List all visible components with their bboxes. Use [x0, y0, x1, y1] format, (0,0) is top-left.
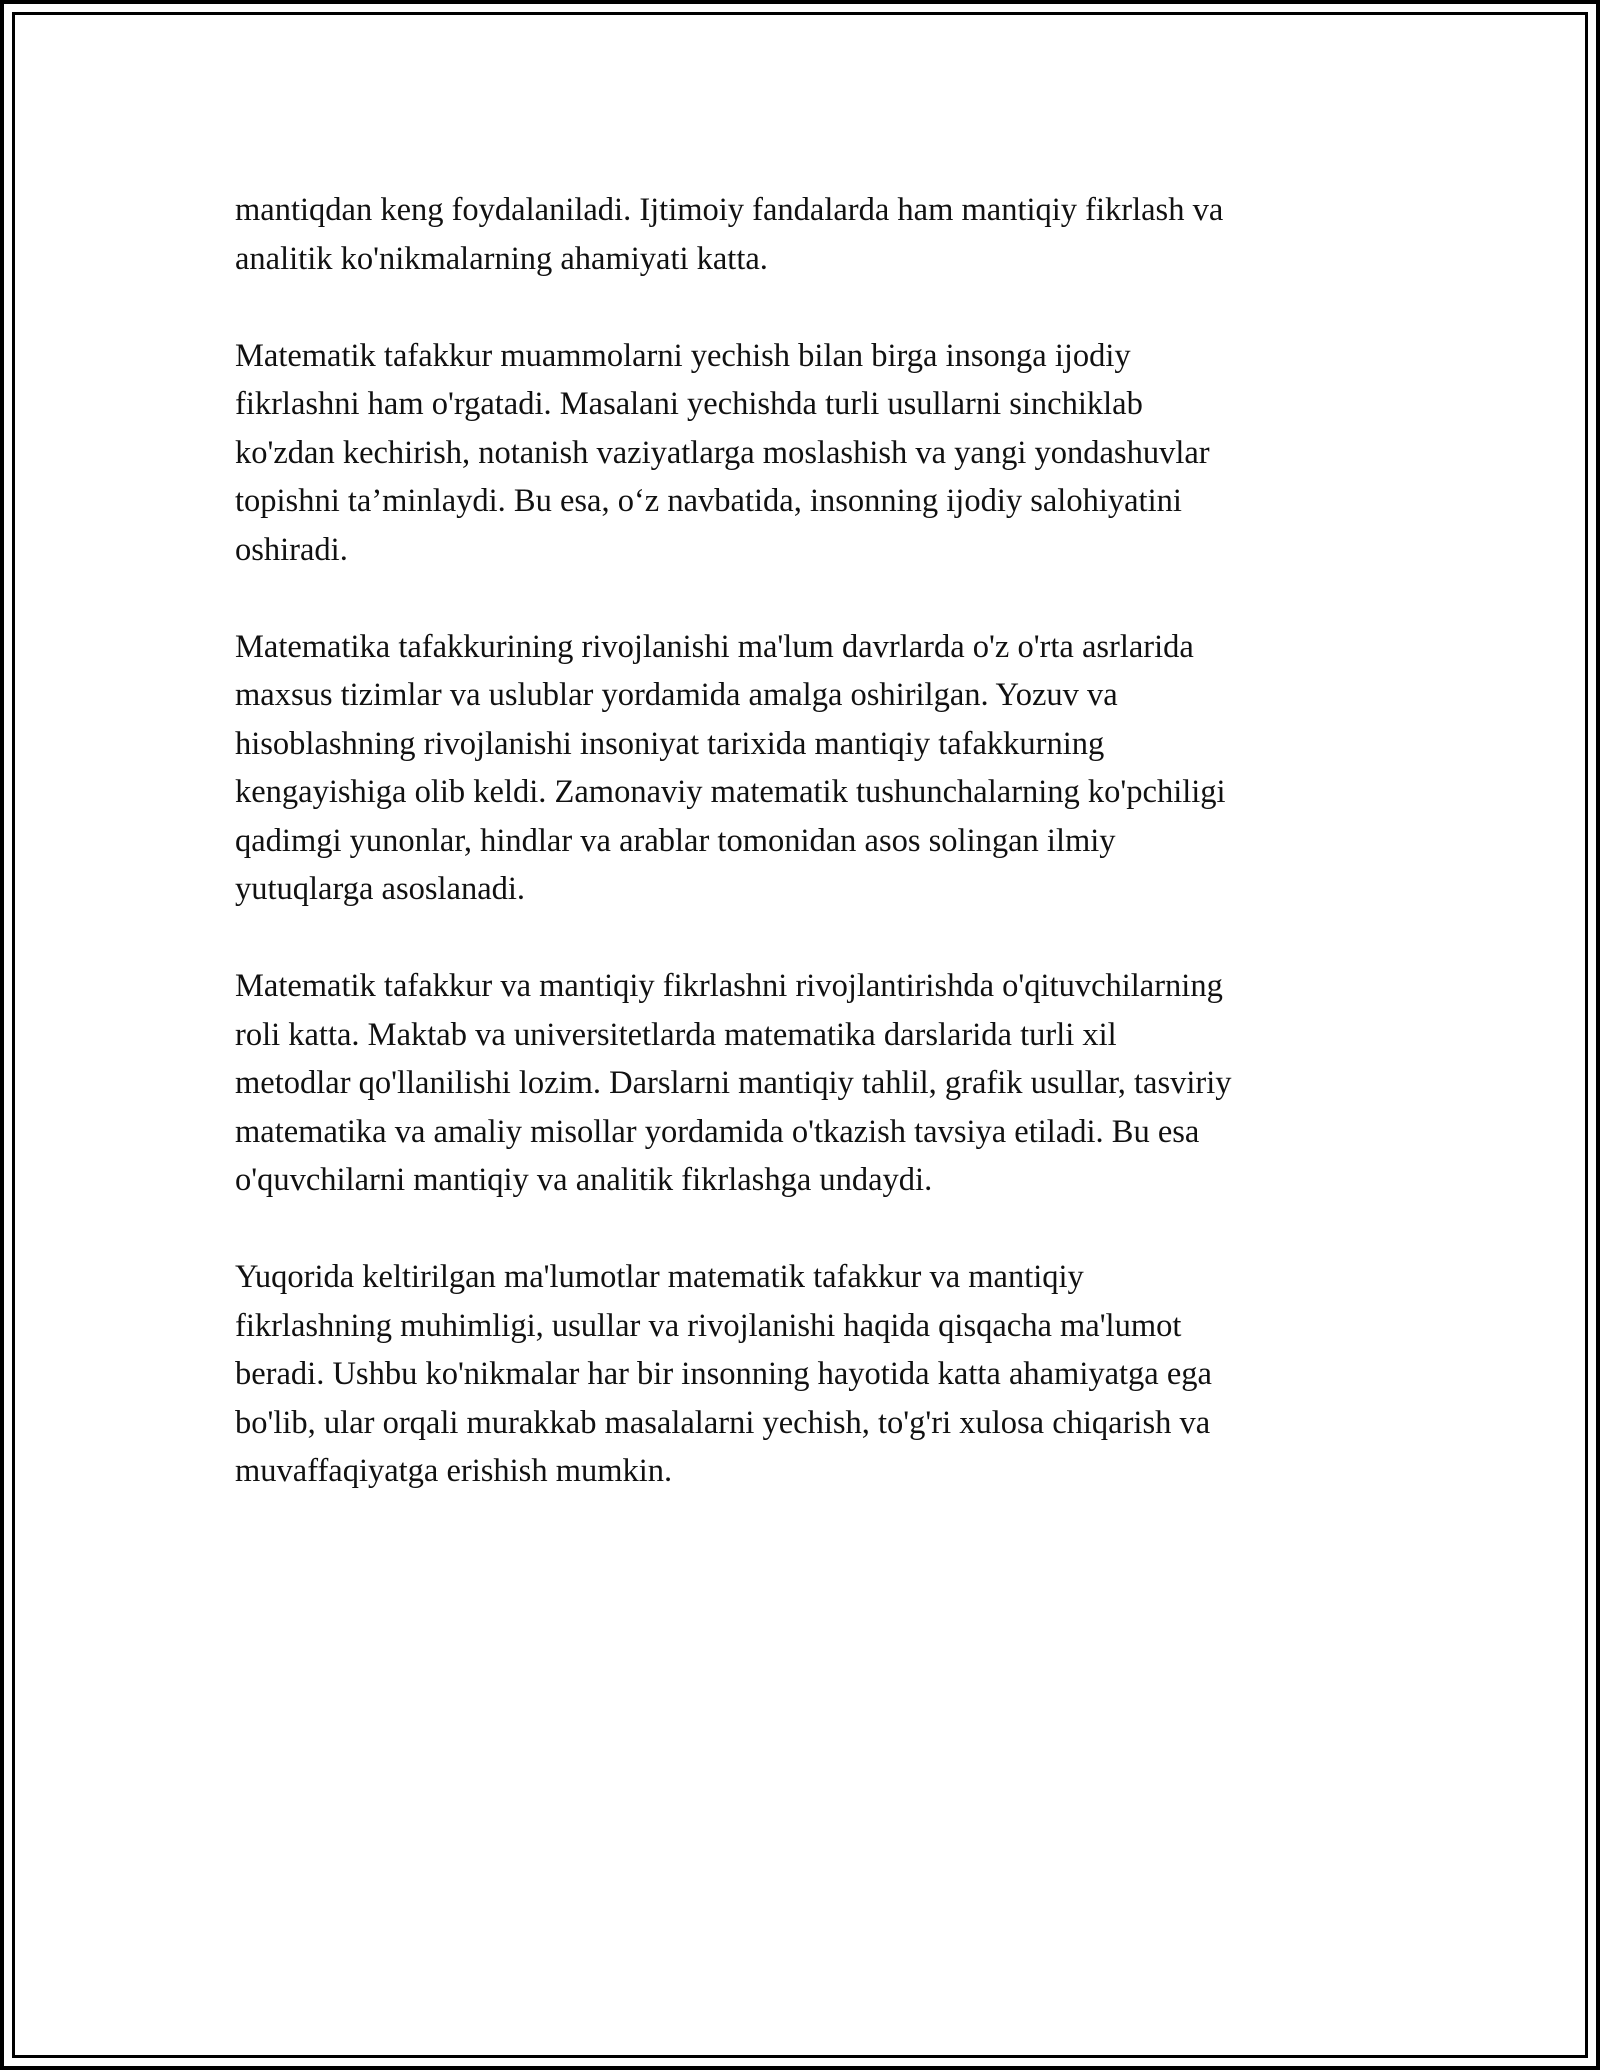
- text-line: bo'lib, ular orqali murakkab masalalarni yechish, to'g'ri xulosa chiqarish va: [235, 1404, 1211, 1441]
- paragraph-4: [235, 962, 1375, 1205]
- text-line: Yuqorida keltirilgan ma'lumotlar matematik tafakkur va mantiqiy: [235, 1259, 1084, 1295]
- text-line: matematika va amaliy misollar yordamida o'tkazish tavsiya etiladi. Bu esa: [235, 1113, 1200, 1150]
- text-line: yutuqlarga asoslanadi.: [235, 871, 526, 907]
- text-line: muvaffaqiyatga erishish mumkin.: [235, 1453, 673, 1489]
- paragraph-1: [235, 186, 1375, 283]
- text-line: qadimgi yunonlar, hindlar va arablar tomonidan asos solingan ilmiy: [235, 822, 1116, 859]
- text-line: beradi. Ushbu ko'nikmalar har bir insonning hayotida katta ahamiyatga ega: [235, 1356, 1212, 1392]
- text-line: o'quvchilarni mantiqiy va analitik fikrlashga undaydi.: [235, 1162, 933, 1198]
- text-line: roli katta. Maktab va universitetlarda matematika darslarida turli xil: [235, 1016, 1117, 1053]
- paragraph-5: [235, 1253, 1375, 1496]
- paragraph-3: [235, 623, 1375, 914]
- text-line: oshiradi.: [235, 531, 348, 568]
- text-line: hisoblashning rivojlanishi insoniyat tarixida mantiqiy tafakkurning: [235, 725, 1105, 762]
- text-line: Matematik tafakkur muammolarni yechish bilan birga insonga ijodiy: [235, 337, 1131, 374]
- text-line: analitik ko'nikmalarning ahamiyati katta.: [235, 240, 768, 277]
- text-line: fikrlashning muhimligi, usullar va rivojlanishi haqida qisqacha ma'lumot: [235, 1307, 1182, 1344]
- document-body: [235, 186, 1375, 1544]
- text-line: Matematika tafakkurining rivojlanishi ma'lum davrlarda o'z o'rta asrlarida: [235, 628, 1194, 665]
- text-line: metodlar qo'llanilishi lozim. Darslarni mantiqiy tahlil, grafik usullar, tasviriy: [235, 1065, 1232, 1101]
- paragraph-2: [235, 332, 1375, 575]
- text-line: kengayishiga olib keldi. Zamonaviy matematik tushunchalarning ko'pchiligi: [235, 774, 1226, 810]
- text-line: topishni ta’minlaydi. Bu esa, o‘z navbatida, insonning ijodiy salohiyatini: [235, 483, 1182, 519]
- text-line: fikrlashni ham o'rgatadi. Masalani yechishda turli usullarni sinchiklab: [235, 386, 1143, 422]
- text-line: ko'zdan kechirish, notanish vaziyatlarga moslashish va yangi yondashuvlar: [235, 434, 1210, 471]
- text-line: maxsus tizimlar va uslublar yordamida amalga oshirilgan. Yozuv va: [235, 677, 1118, 713]
- text-line: mantiqdan keng foydalaniladi. Ijtimoiy fandalarda ham mantiqiy fikrlash va: [235, 192, 1224, 228]
- text-line: Matematik tafakkur va mantiqiy fikrlashni rivojlantirishda o'qituvchilarning: [235, 968, 1223, 1004]
